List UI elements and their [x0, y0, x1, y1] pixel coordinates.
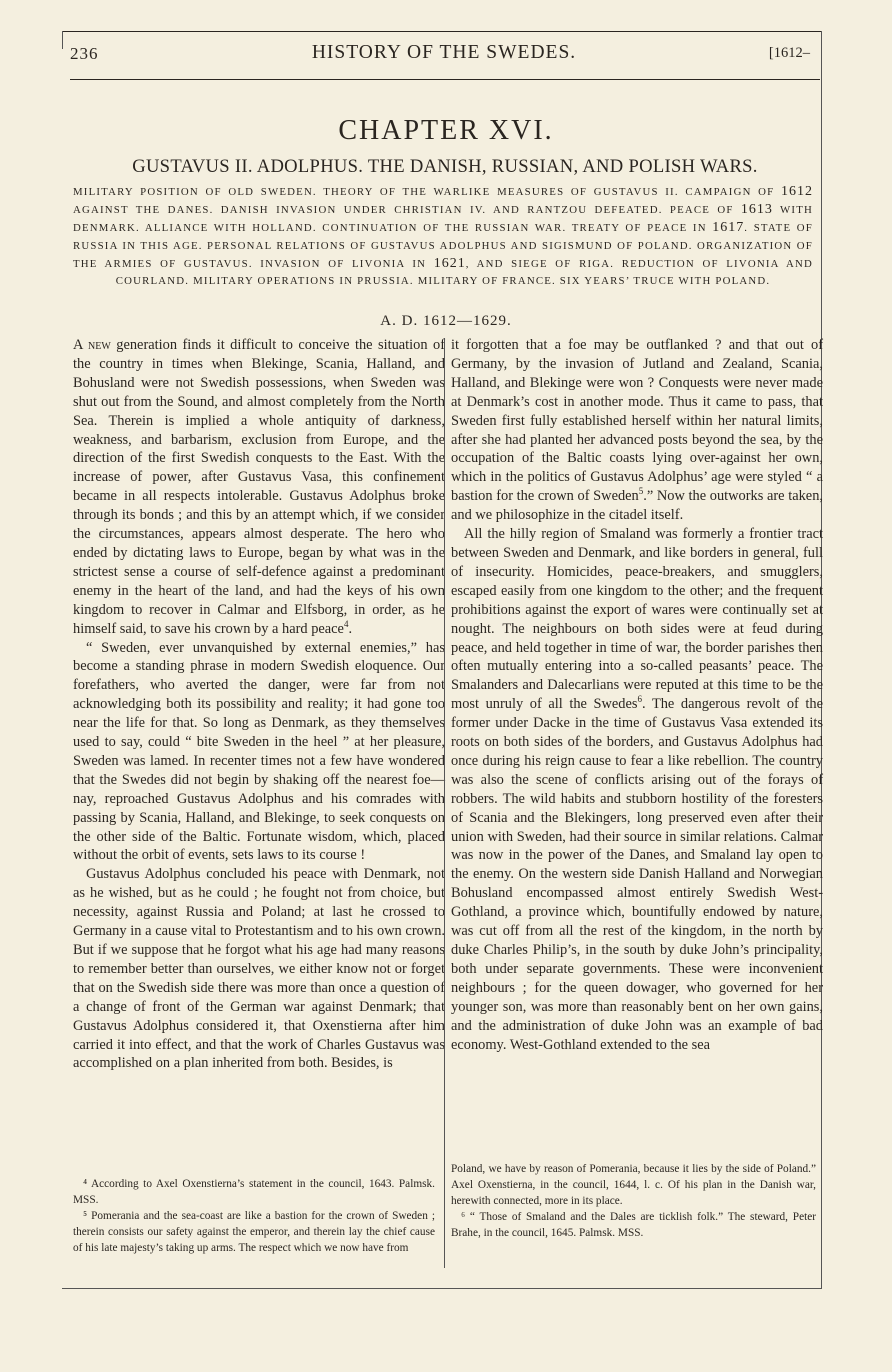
paragraph-text: All the hilly region of Smaland was formerly a frontier tract between Sweden and Denmark, and like borders in general, full of insecurity. Homicides, peace-breakers, and smugglers, escaped easily from one kingdom to the other; and the frequent prohibitions against the export of wares were continually set at nought. The neighbours on both sides were at feud during peace, and held together in time of war, the border parishes then often mutually entering into a so-called peasants’ peace. The Smalanders and Dalecarlians were reputed at this time to be the most unruly of all the Swedes [451, 526, 823, 713]
footnote: ⁴ According to Axel Oxenstierna’s statement in the council, 1643. Palmsk. MSS. [73, 1178, 435, 1206]
footnote: ⁵ Pomerania and the sea-coast are like a bastion for the crown of Sweden ; therein consists our safety against the emperor, and therein lay the chief cause of his late majesty’s taking up arms. The respect which we now have from [73, 1210, 435, 1254]
chapter-title: GUSTAVUS II. ADOLPHUS. THE DANISH, RUSSIAN, AND POLISH WARS. [132, 156, 758, 177]
footnote-ref: 4 [343, 618, 349, 629]
synopsis-text: . STATE OF RUSSIA IN THIS AGE. PERSONAL RELATIONS OF GUSTAVUS ADOLPHUS AND SIGISMUND OF POLAND. ORGANIZATION OF THE ARMIES OF GUSTAVUS. INVASION OF LIVONIA IN [73, 222, 813, 270]
synopsis-year: 1617 [712, 220, 745, 236]
running-title: HISTORY OF THE SWEDES. [311, 42, 577, 63]
footnote: Poland, we have by reason of Pomerania, because it lies by the side of Poland.” Axel Oxenstierna, in the council, 1644, l. c. Of his plan in the Danish war, herewith connected, more in its place. [451, 1163, 816, 1207]
left-border-tick [62, 31, 63, 49]
footnotes-right [451, 1161, 816, 1241]
footnote: ⁶ “ Those of Smaland and the Dales are ticklish folk.” The steward, Peter Brahe, in the council, 1645. Palmsk. MSS. [451, 1211, 816, 1239]
page-header [70, 40, 818, 70]
paragraph: “ Sweden, ever unvanquished by external enemies,” has become a standing phrase in modern Swedish eloquence. Our forefathers, who averted the danger, were far from not acknowledging both its possibility and reality; it had gone too near the life for that. So long as Denmark, as they themselves used to say, could “ bite Sweden in the heel ” at her pleasure, Sweden was lamed. In recenter times not a few have wondered that the Swedes did not begin by shaking off the nearest foe—nay, reproached Gustavus Adolphus and his comrades with passing by Scania, Halland, and Blekinge, to seek conquests on the other side of the Baltic. Fortunate wisdom, which, placed without the orbit of events, sets laws to its course ! [73, 639, 445, 864]
paragraph [73, 336, 445, 639]
page-number: 236 [70, 44, 99, 63]
paragraph [451, 525, 823, 1054]
synopsis-year: 1612 [781, 184, 813, 199]
chapter-synopsis [73, 183, 813, 290]
top-border-rule [62, 31, 822, 32]
paragraph-text: . [348, 620, 353, 637]
bottom-border-rule [62, 1288, 822, 1289]
footnote-ref: 5 [638, 486, 644, 497]
paragraph [451, 336, 823, 525]
footnotes-left [73, 1176, 435, 1256]
year-range: [1612– [768, 45, 810, 61]
paragraph-opening: A new [73, 337, 111, 353]
paragraph-text: .” Now the outworks are taken, and we philosophize in the citadel itself. [451, 488, 823, 524]
date-range: A. D. 1612—1629. [380, 313, 512, 329]
synopsis-text: WITH DENMARK. ALLIANCE WITH HOLLAND. CONTINUATION OF THE RUSSIAN WAR. TREATY OF PEACE IN [73, 204, 813, 235]
paragraph: Gustavus Adolphus concluded his peace with Denmark, not as he wished, but as he could ; he fought not from choice, but necessity, against Russia and Poland; at last he crossed to Germany in a cause vital to Protestantism and to his own crown. But if we suppose that he forgot what his age had many reasons to remember better than ourselves, we either know not or forget that on the Swedish side there was more than once a question of a change of front of the German war against Denmark; that Gustavus Adolphus considered it, that Oxenstierna after him carried it into effect, and that the work of Charles Gustavus was accomplished on a plan inherited from both. Besides, is [73, 866, 445, 1072]
header-rule [70, 79, 820, 80]
chapter-number: CHAPTER XVI. [338, 115, 554, 146]
synopsis-year: 1621 [433, 255, 466, 271]
footnote-ref: 6 [637, 694, 642, 705]
synopsis-year: 1613 [740, 202, 773, 218]
synopsis-text: MILITARY POSITION OF OLD SWEDEN. THEORY OF THE WARLIKE MEASURES OF GUSTAVUS II. CAMPAIGN OF [73, 186, 781, 198]
paragraph-text: . The dangerous revolt of the former under Dacke in the time of Gustavus Vasa extended its roots on both sides of the borders, and Gustavus Adolphus had once during his reign cause to fear a like rebellion. The country was also the scene of conflicts arising out of the forays of robbers. The wild habits and stubborn hostility of the foresters of Scania and the Blekingers, long preserved even after their union with Sweden, had their source in similar relations. Calmar was now in the power of the Danes, and Smaland lay open to the enemy. On the western side Danish Halland and Norwegian Bohusland encompassed almost entirely Swedish West-Gothland, a province which, bountifully endowed by nature, was cut off from all the rest of the kingdom, in the north by duke Charles Philip’s, in the south by duke John’s principality, both under separate governments. These were inconvenient neighbours ; for the queen dowager, who governed for her younger son, was more than reasonably bent on her own gains, and the administration of duke John was an example of bad economy. West-Gothland extended to the sea [451, 696, 824, 1053]
right-column [451, 336, 823, 1054]
synopsis-text: AGAINST THE DANES. DANISH INVASION UNDER CHRISTIAN IV. AND RANTZOU DEFEATED. PEACE OF [73, 204, 741, 217]
paragraph-text: generation finds it difficult to conceive the situation of the country in times when Blekinge, Scania, Halland, and Bohusland were not Swedish possessions, when Sweden was shut out from the Sound, and almost completely from the North Sea. Therein is implied a whole antiquity of darkness, weakness, and barbarism, exclusion from Europe, and the direction of the first Swedish conquests to the East. With the increase of power, after Gustavus Vasa, this confinement became in all respects intolerable. Gustavus Adolphus broke through its bonds ; and this by an attempt which, if we consider the circumstances, appears almost desperate. The hero who ended by dictating laws to Europe, began by what was in the strictest sense a course of self-defence against a predominant enemy in the heart of the land, and had the keys of his own kingdom to recover in Calmar and Elfsborg, in order, as he himself said, to save his crown by a hard peace [73, 337, 445, 637]
column-divider [444, 338, 445, 1268]
paragraph-text: it forgotten that a foe may be outflanked ? and that out of Germany, by the invasion of Jutland and Zealand, Scania, Halland, and Blekinge were won ? Conquests were never made at Denmark’s cost in another mode. Thus it came to pass, that Sweden first fully established herself within her natural limits, after she had planted her advanced posts beyond the sea, by the occupation of the Baltic coasts lying over-against her own, which in the politics of Gustavus Adolphus’ age were styled “ a bastion for the crown of Sweden [451, 337, 823, 505]
synopsis-text: , AND SIEGE OF RIGA. REDUCTION OF LIVONIA AND COURLAND. MILITARY OPERATIONS IN PRUSSIA. MILITARY OF FRANCE. SIX YEARS’ TRUCE WITH POLAND. [115, 257, 813, 288]
left-column [73, 336, 445, 1073]
